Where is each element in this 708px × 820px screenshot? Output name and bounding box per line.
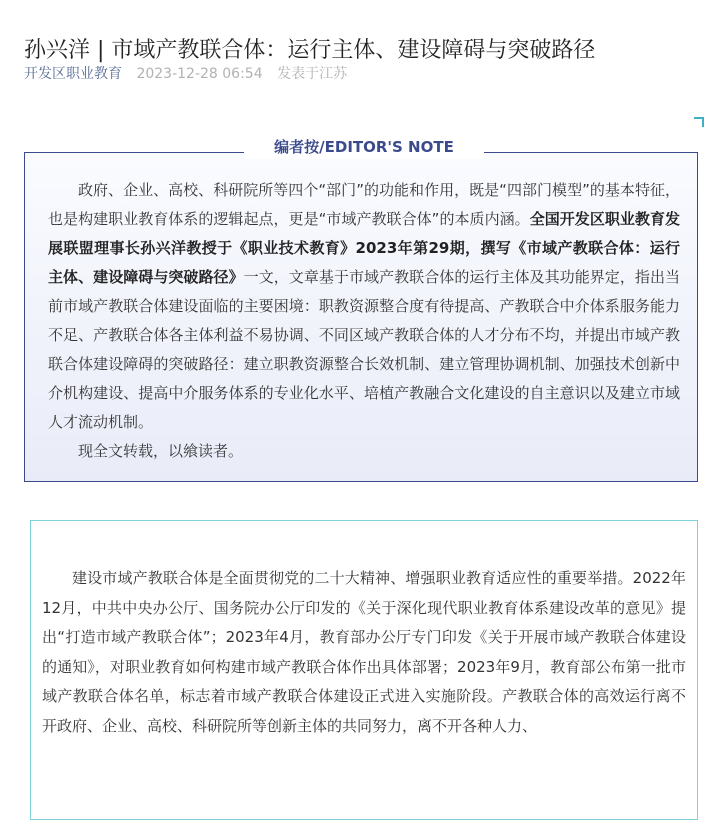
account-name-link[interactable]: 开发区职业教育: [24, 66, 122, 82]
body-paragraph-1: 建设市域产教联合体是全面贯彻党的二十大精神、增强职业教育适应性的重要举措。2022年12月，中共中央办公厅、国务院办公厅印发的《关于深化现代职业教育体系建设改革的意见》提出“打造市域产教联合体”；2023年4月，教育部办公厅专门印发《关于开展市域产教联合体建设的通知》，对职业教育如何构建市域产教联合体作出具体部署；2023年9月，教育部公布第一批市域产教联合体名单，标志着市域产教联合体建设正式进入实施阶段。产教联合体的高效运行离不开政府、企业、高校、科研院所等创新主体的共同努力，离不开各种人力、: [42, 569, 686, 735]
article-meta: [24, 64, 347, 84]
editor-note-paragraph-2: 现全文转载，以飨读者。: [78, 442, 244, 460]
article-title: 孙兴洋 | 市域产教联合体：运行主体、建设障碍与突破路径: [24, 37, 596, 63]
article-body-text: [42, 564, 686, 741]
editor-note-text: [48, 176, 680, 466]
publish-datetime: 2023-12-28 06:54: [136, 66, 263, 82]
editor-note-header: [244, 135, 484, 159]
publish-location: 发表于江苏: [277, 66, 348, 82]
editor-note-p1-rest: 一文，文章基于市域产教联合体的运行主体及其功能界定，指出当前市域产教联合体建设面临的主要困境：职教资源整合度有待提高、产教联合中介体系服务能力不足、产教联合体各主体利益不易协调、不同区域产教联合体的人才分布不均，并提出市域产教联合体建设障碍的突破路径：建立职教资源整合长效机制、建立管理协调机制、加强技术创新中介机构建设、提高中介服务体系的专业化水平、培植产教融合文化建设的自主意识以及建立市域人才流动机制。: [48, 268, 680, 431]
editor-note-p1-intro: 政府、企业、高校、科研院所等四个“部门”的功能和作用，既是“四部门模型”的基本特征，也是构建职业教育体系的逻辑起点，更是“市域产教联合体”的本质内涵。: [48, 181, 680, 228]
editor-note-p1-highlight: 全国开发区职业教育发展联盟理事长孙兴洋教授于《职业技术教育》2023年第29期，撰写《市域产教联合体：运行主体、建设障碍与突破路径》: [48, 210, 680, 286]
editor-note-paragraph-1: [48, 176, 680, 437]
corner-decoration: [694, 117, 704, 127]
editor-note-label: 编者按/EDITOR'S NOTE: [266, 135, 462, 159]
